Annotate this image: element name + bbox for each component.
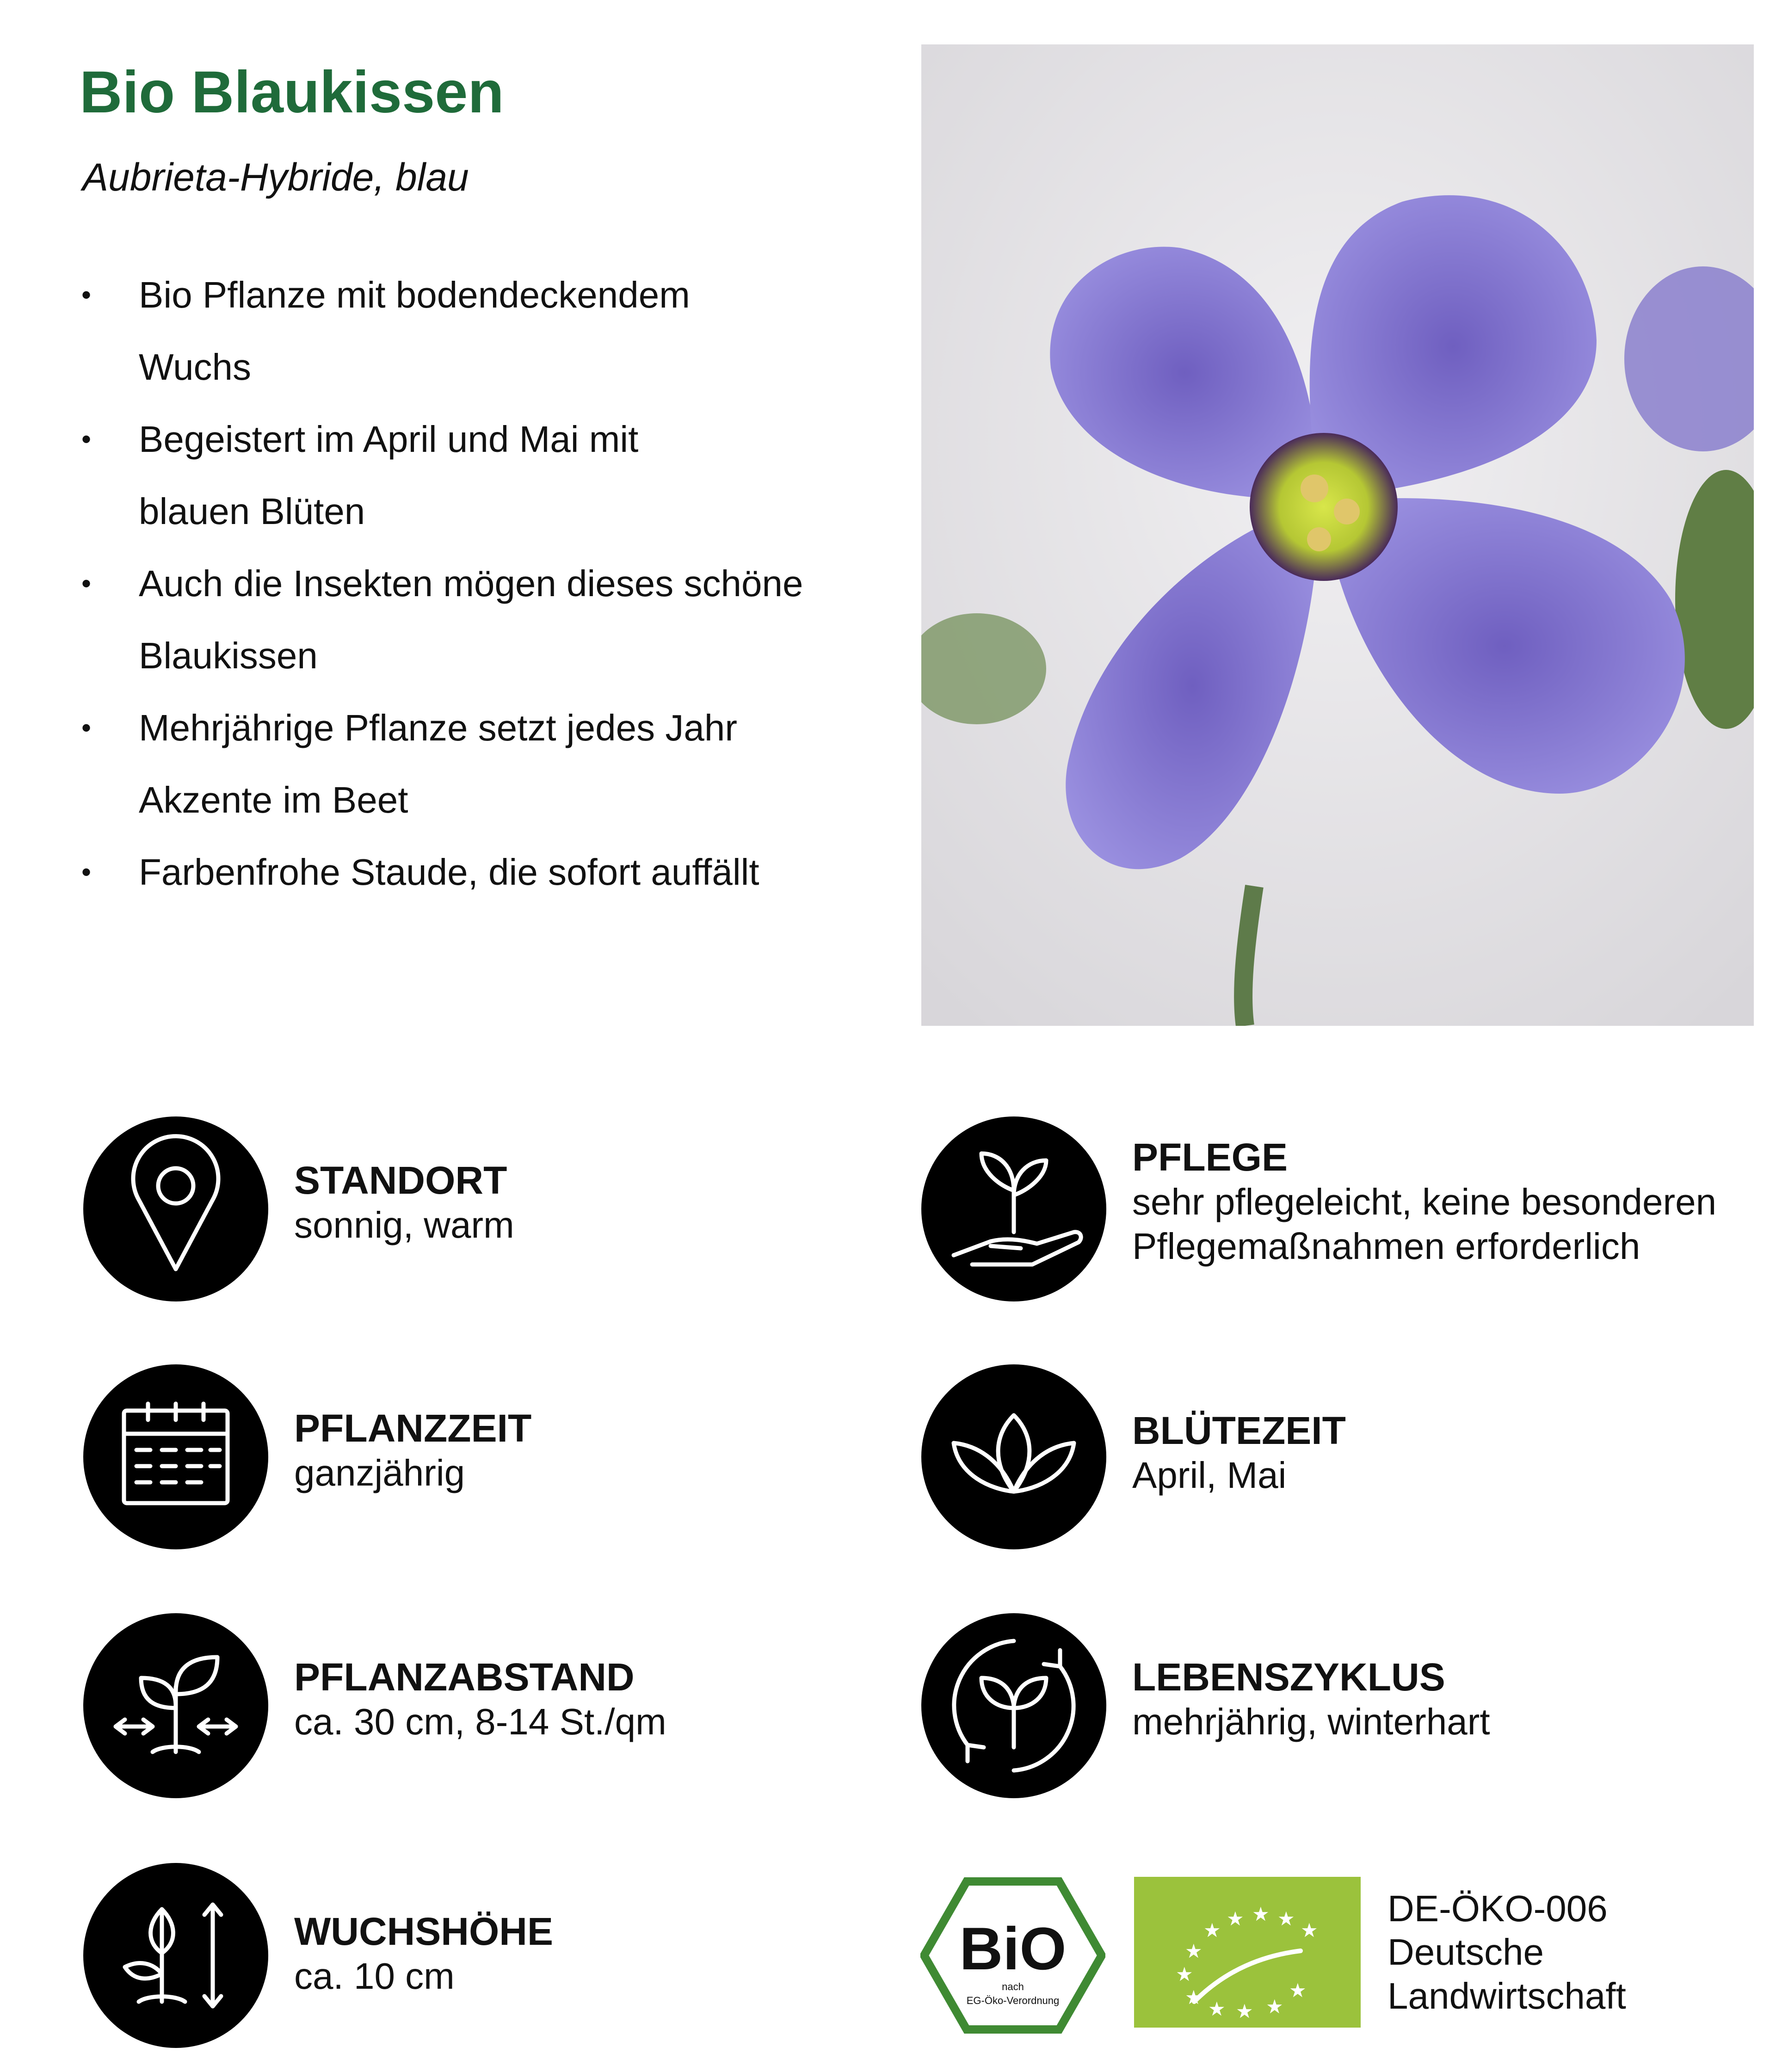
- bullet-icon: •: [81, 279, 92, 310]
- bullet-icon: •: [81, 712, 92, 743]
- svg-text:nach: nach: [1002, 1981, 1024, 1992]
- svg-text:★: ★: [1176, 1963, 1193, 1986]
- list-item: • Mehrjährige Pflanze setzt jedes Jahr Akzente im Beet: [74, 692, 860, 836]
- feature-value: sonnig, warm: [294, 1204, 514, 1246]
- bullet-icon: •: [81, 568, 92, 599]
- feature-label: BLÜTEZEIT: [1132, 1409, 1346, 1452]
- eu-organic-leaf-logo: [1134, 1877, 1361, 2028]
- list-item: • Farbenfrohe Staude, die sofort auffällt: [74, 836, 860, 908]
- plant-spacing-icon: [83, 1613, 268, 1798]
- list-item: • Bio Pflanze mit bodendeckendem Wuchs: [74, 259, 860, 403]
- list-item: • Begeistert im April und Mai mit blauen Blüten: [74, 403, 860, 548]
- certification-origin: Landwirtschaft: [1388, 1975, 1626, 2016]
- feature-value: mehrjährig, winterhart: [1132, 1701, 1490, 1742]
- svg-text:★: ★: [1236, 2000, 1253, 2023]
- product-title: Bio Blaukissen: [80, 59, 504, 125]
- svg-text:★: ★: [1277, 1907, 1295, 1930]
- svg-text:★: ★: [1252, 1903, 1270, 1925]
- feature-label: PFLANZABSTAND: [294, 1655, 635, 1699]
- certification-origin: Deutsche: [1388, 1931, 1544, 1973]
- lotus-flower-icon: [921, 1364, 1106, 1549]
- bio-seal-logo: [920, 1877, 1105, 2034]
- svg-text:★: ★: [1266, 1995, 1283, 2018]
- feature-value: April, Mai: [1132, 1454, 1287, 1496]
- bullet-icon: •: [81, 857, 92, 888]
- feature-label: STANDORT: [294, 1159, 507, 1202]
- svg-text:★: ★: [1208, 1998, 1226, 2020]
- feature-label: PFLEGE: [1132, 1135, 1288, 1179]
- svg-text:★: ★: [1301, 1919, 1318, 1942]
- svg-text:★: ★: [1185, 1940, 1202, 1962]
- feature-value: ca. 10 cm: [294, 1955, 455, 1997]
- feature-label: WUCHSHÖHE: [294, 1910, 553, 1953]
- feature-bullet-list: [74, 259, 860, 908]
- plant-height-icon: [83, 1863, 268, 2048]
- svg-text:★: ★: [1185, 1986, 1202, 2009]
- plant-cycle-icon: [921, 1613, 1106, 1798]
- product-photo: [921, 44, 1754, 1026]
- list-item: • Auch die Insekten mögen dieses schöne Blaukissen: [74, 548, 860, 692]
- feature-value: ca. 30 cm, 8-14 St./qm: [294, 1701, 666, 1742]
- certification-code: DE-ÖKO-006: [1388, 1888, 1608, 1929]
- svg-text:★: ★: [1289, 1979, 1307, 2002]
- feature-value: ganzjährig: [294, 1452, 465, 1493]
- feature-label: LEBENSZYKLUS: [1132, 1655, 1445, 1699]
- product-subtitle: Aubrieta-Hybride, blau: [82, 155, 469, 199]
- plant-in-hand-icon: [921, 1116, 1106, 1301]
- calendar-icon: [83, 1364, 268, 1549]
- location-pin-icon: [83, 1116, 268, 1301]
- feature-value: sehr pflegeleicht, keine besonderen: [1132, 1181, 1717, 1222]
- feature-label: PFLANZZEIT: [294, 1406, 532, 1450]
- svg-text:BiO: BiO: [959, 1915, 1067, 1982]
- bullet-icon: •: [81, 424, 92, 455]
- svg-text:★: ★: [1203, 1919, 1221, 1942]
- svg-text:EG-Öko-Verordnung: EG-Öko-Verordnung: [966, 1995, 1060, 2006]
- svg-text:★: ★: [1227, 1907, 1244, 1930]
- feature-value: Pflegemaßnahmen erforderlich: [1132, 1225, 1640, 1267]
- certification-text: [1388, 1887, 1626, 2018]
